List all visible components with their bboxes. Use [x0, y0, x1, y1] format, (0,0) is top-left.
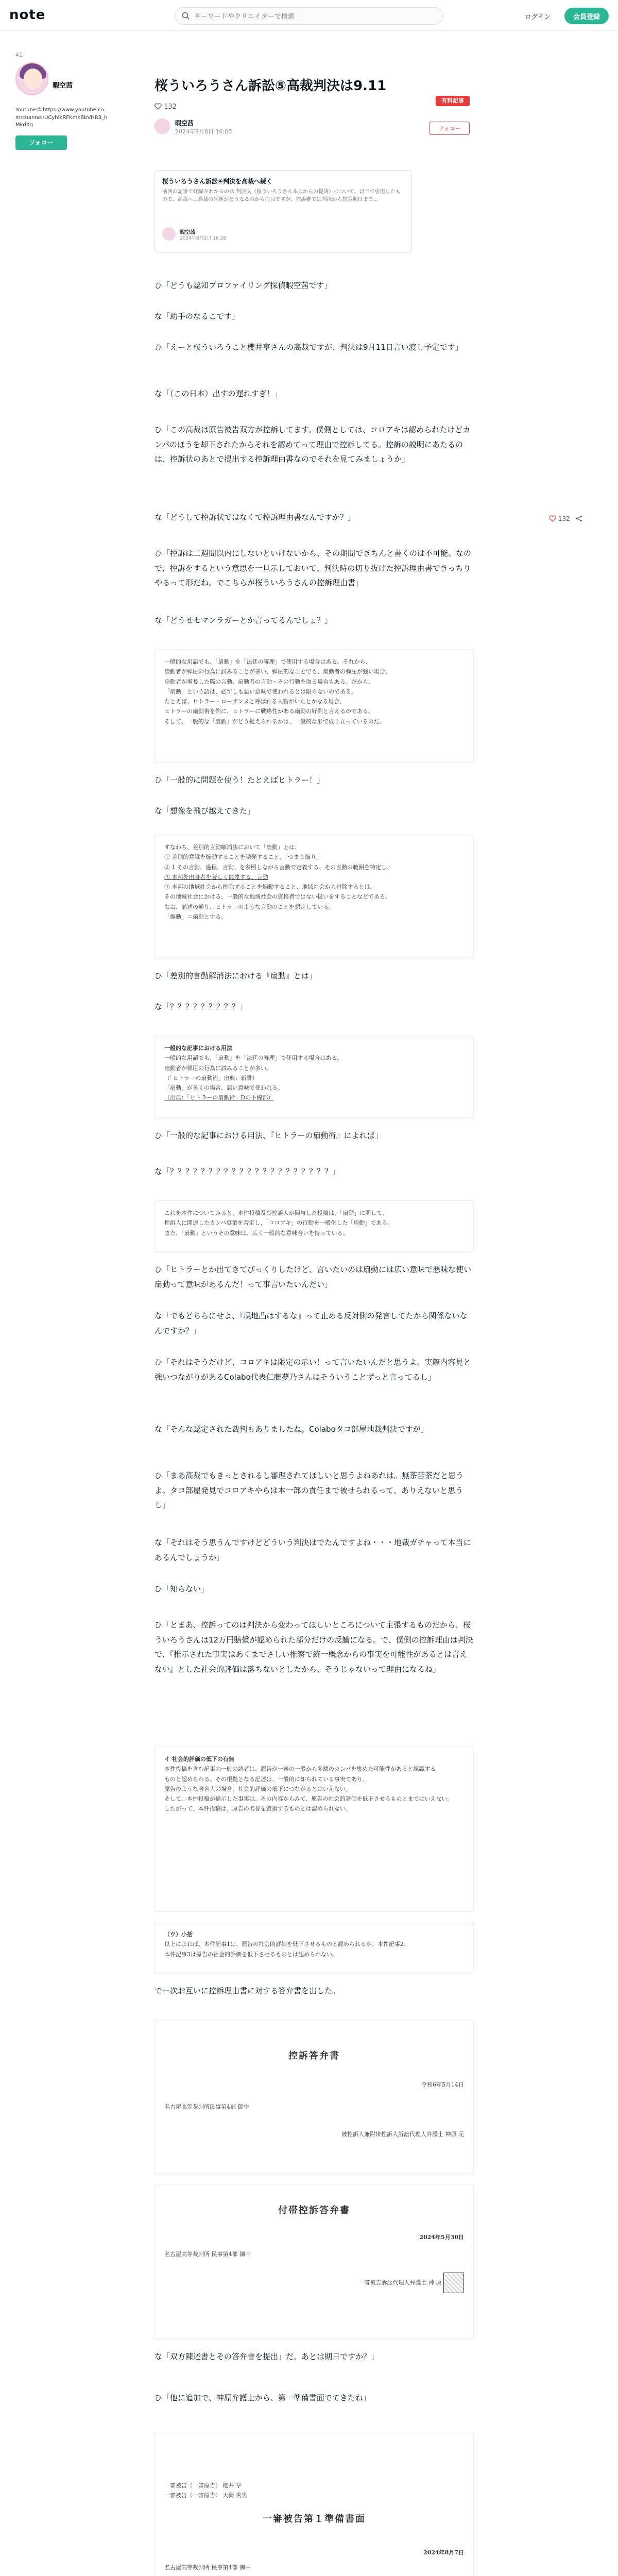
legal-document-answer: [154, 2020, 474, 2174]
quoted-document: [154, 1747, 474, 1911]
embed-title: 桜ういろうさん訴訟④判決を高裁へ続く: [162, 178, 273, 185]
dialogue-line: でー次お互いに控訴理由書に対する答弁書を出した。: [154, 1986, 340, 1995]
follower-count: 41: [15, 52, 23, 58]
embed-author-name: 暇空茜: [180, 230, 195, 235]
dialogue-line: ひ「この高裁は原告被告双方が控訴してます。僕側としては、コロアキは認められたけどカンパのほうを却下されたからそれを認めてって理由で控訴してる。控訴の説明にあたるのは、控訴状のあとで提出する控訴理由書なのでそれを見てみましょうか」: [154, 425, 471, 464]
doc-line: 本件記事3は原告の社会的評価を低下させるものとは認められない。: [164, 1951, 338, 1958]
embed-date: 2024年8月2日 16:28: [180, 236, 227, 241]
doc-line: 扇動者が弾圧の行為に試みることが多い、弾圧的なことでも、扇動者の弾圧が強い場合、: [164, 668, 391, 675]
doc-line: 一般的な用語でも、「扇動」を「法廷の審理」で使用する場合はある。それから、: [164, 658, 371, 665]
quoted-document: [154, 835, 474, 958]
share-icon[interactable]: [575, 515, 582, 522]
doc-line: ④ 本邦の地域社会から排除することを煽動すること、地域社会から排除するとは、: [164, 884, 376, 890]
legal-document-counter: [154, 2184, 474, 2339]
doc-title: 付帯控訴答弁書: [278, 2205, 350, 2216]
doc-line: これを本件についてみると、本件投稿及び控訴人が関与した投稿は、「扇動」に関して、: [164, 1210, 388, 1216]
doc-court: 名古屋高等裁判所 民事第4部 御中: [164, 2564, 251, 2571]
publish-date: 2024年9月8日 16:00: [175, 128, 232, 135]
author-bio: Youtubeは https://www.youtube.com/channel/UCyhIkRFKmkBbVHR3_hMkdXg: [15, 107, 108, 128]
doc-signer: 被控訴人兼附帯控訴人訴訟代理人弁護士 神原 元: [341, 2131, 464, 2138]
doc-date: 2024年5月30日: [419, 2233, 464, 2241]
signup-button[interactable]: 会員登録: [564, 8, 609, 24]
follow-button-small[interactable]: フォロー: [430, 122, 470, 135]
doc-line: そして、一般的な「扇動」がどう捉えられるかは、一般的な形で成り立っているのだ。: [164, 718, 385, 725]
paid-badge: 有料記事: [436, 96, 470, 106]
dialogue-line: ひ「差別的言動解消法における『扇動』とは」: [154, 971, 317, 980]
like-count: 132: [164, 103, 177, 111]
doc-line: 原告のような著名人の場合、社会的評価の低下につながるとはいえない。: [164, 1785, 351, 1792]
doc-line: 「扇動」という語は、必ずしも悪い意味で使われるとは限らないのである。: [164, 688, 357, 695]
avatar-face: [24, 69, 42, 89]
article-title: 桜ういろうさん訴訟⑤高裁判決は9.11: [154, 78, 387, 94]
doc-court: 名古屋高等裁判所民事第4部 御中: [164, 2103, 249, 2110]
dialogue-line: な「（この日本）出すの遅れすぎ！」: [154, 389, 282, 398]
author-name[interactable]: 暇空茜: [53, 82, 73, 90]
quoted-document: [154, 1922, 474, 1973]
doc-line: イ 社会的評価の低下の有無: [164, 1756, 234, 1762]
dialogue-line: ひ「控訴は二週間以内にしないといけないから、その期間できちんと書くのは不可能。なので、控訴をするという意思を一旦示しておいて、判決時の切り抜けた控訴理由書できっちりやるって形だね。でこちらが桜ういろうさんの控訴理由書」: [154, 549, 472, 587]
search-icon: [182, 12, 190, 20]
doc-line: その地域社会における、一般的な地域社会の資格者ではない扱いをすることなどである。: [164, 893, 391, 901]
doc-line: 一般的な記事における用法: [164, 1045, 232, 1052]
doc-line: ヒトラーの扇動術を例に、ヒトラーに戦略性がある扇動の好例と言えるのである。: [164, 708, 374, 715]
search-bar[interactable]: [175, 7, 443, 25]
doc-line: 控訴人に関連したカンパ事業を否定し、「コロアキ」の行動を一般化した「扇動」である。: [164, 1219, 393, 1227]
doc-line: したがって、本件投稿は、原告の名誉を毀損するものとは認められない。: [164, 1805, 351, 1812]
top-header: [0, 0, 618, 31]
dialogue-line: な「それはそう思うんですけどどういう判決はでたんですよね・・・地裁ガチャって本当にあるんでしょうか」: [154, 1538, 471, 1562]
doc-line: ものと認められる。その根拠となる記述は、一般的に知られている事実であり、: [164, 1775, 368, 1783]
dialogue-line: な「助手のなるこです」: [154, 312, 240, 321]
follow-button[interactable]: フォロー: [15, 135, 67, 150]
dialogue-line: ひ「とまあ、控訴ってのは判決から変わってほしいところについて主張するものだから、桜ういろうさんは12万円賠償が認められた部分だけの反論になる。で、僕側の控訴理由は判決で、『推示された事実はあくまでさしい推察で統一概念からの事実を可能性があるとは言えない』とした社会的評価は落ちないとしたから、そうじゃないって理由になるね」: [154, 1620, 473, 1674]
login-button[interactable]: ログイン: [517, 8, 558, 24]
floating-like[interactable]: [549, 515, 582, 522]
heart-icon: [549, 515, 556, 522]
dialogue-line: ひ「それはそうだけど、コロアキは限定の示い！って言いたいんだと思うよ。実際内容見と強いつながりがあるColabo代表仁藤夢乃さんはそういうことずっと言ってるし」: [154, 1358, 471, 1382]
dialogue-line: な「？？？？？？？？？？？？？？？？？？？？？」: [154, 1167, 340, 1176]
doc-party: 一審被告（一審原告） 櫻井 亨: [164, 2482, 242, 2489]
doc-line: 扇動者が増長した際の言動、扇動者の言動・その行動を取る場合もある。だから、: [164, 678, 374, 685]
seal-stamp: [443, 2273, 464, 2293]
embed-avatar: [162, 227, 176, 241]
author-avatar-small[interactable]: [154, 118, 170, 134]
dialogue-line: ひ「一般的に問題を使う！たとえばヒトラー！」: [154, 775, 325, 785]
dialogue-line: ひ「一般的な記事における用法、『ヒトラーの扇動術』によれば」: [154, 1131, 383, 1140]
dialogue-line: な「どうせセマンラガーとか言ってるんでしょ？」: [154, 616, 333, 625]
doc-line: ② 1 その言動、過程、言動、を参照しながら言動で定義する、その言動の範囲を特定し、: [164, 863, 392, 871]
quoted-document: [154, 1200, 474, 1252]
floating-like-count: 132: [558, 515, 570, 522]
dialogue-line: ひ「どうも認知プロファイリング探偵暇空茜です」: [154, 281, 332, 290]
author-name-small[interactable]: 暇空茜: [175, 120, 194, 127]
dialogue-line: な「？？？？？？？？？」: [154, 1002, 248, 1011]
like-count-row[interactable]: [154, 103, 177, 111]
doc-party: 一審被告（一審原告） 大岡 秀男: [164, 2492, 247, 2499]
doc-signer: 一審被告訴訟代理人弁護士 神 原: [358, 2279, 442, 2286]
quoted-document: [154, 1036, 474, 1118]
dialogue-line: な「想像を飛び越えてきた」: [154, 806, 255, 816]
doc-date: 2024年8月7日: [423, 2549, 464, 2556]
dialogue-line: ひ「ヒトラーとか出てきてびっくりしたけど、言いたいのは扇動には広い意味で悪味な使い扇動って意味があるんだ！って事言いたいんだい」: [154, 1265, 472, 1289]
dialogue-line: な「そんな認定された裁判もありましたね。Colaboタコ部屋地裁判決ですが」: [154, 1425, 428, 1434]
doc-line: 扇動者が弾圧の行為に試みることが多い。: [164, 1064, 272, 1072]
embed-description: 前回の記事で経緯がわかるのは 判決文（桜ういろうさん本人からの提訴）について、以下で引用したもので、高裁へ...高裁の判断がどうなるのかも注目ですが、控訴審では判決から控訴期日まで...: [162, 189, 401, 202]
article-author-row: [154, 118, 474, 136]
doc-line: （出典：「ヒトラーの扇動術」Dの下線部）: [164, 1094, 274, 1101]
dialogue-line: ひ「まあ高裁でもきっとされるし審理されてほしいと思うよねあれは。無茶苦茶だと思うよ。タコ部屋発見でコロアキやらは本一部の責任まで被せられるって、ありえないと思うし」: [154, 1471, 464, 1510]
dialogue-line: ひ「えーと桜ういろうこと櫻井亨さんの高裁ですが、判決は9月11日言い渡し予定です」: [154, 343, 463, 352]
embedded-article-card[interactable]: [154, 170, 412, 252]
doc-line: ① 差別的意識を煽動することを誘発すること、「つまり煽り」: [164, 854, 322, 861]
doc-line: そして、本件投稿が摘示した事実は、その内容からみて、原告の社会的評価を低下させるものとまではいえない。: [164, 1795, 453, 1802]
dialogue-line: な「どうして控訴状ではなくて控訴理由書なんですか？」: [154, 513, 356, 522]
doc-line: （「ヒトラーの扇動術」出典：新書）: [164, 1074, 258, 1081]
doc-line: たとえば、ヒトラー・ローザンヌと呼ばれる人物がいたとかなる場合、: [164, 698, 346, 705]
doc-court: 名古屋高等裁判所 民事第4部 御中: [164, 2250, 251, 2258]
doc-title: 控訴答弁書: [288, 2050, 340, 2061]
note-logo[interactable]: note: [9, 7, 46, 23]
doc-line: （ウ）小括: [164, 1931, 193, 1938]
doc-line: 以上によれば、本件記事1は、原告の社会的評価を低下させるものと認められるが、本件記事2、: [164, 1941, 409, 1948]
author-avatar[interactable]: [15, 62, 48, 95]
heart-icon: [154, 103, 162, 110]
dialogue-line: な「でもどちらにせよ、『現地凸はするな』って止める反対側の発言してたから関係ないなんですか？」: [154, 1311, 468, 1335]
dialogue-line: ひ「知らない」: [154, 1584, 209, 1594]
doc-line: 本件投稿を含む記事の一般の読者は、原告が一審の一般から多額のカンパを集めた可能性があると認識する: [164, 1766, 436, 1773]
dialogue-line: ひ「他に追加で、神原弁護士から、第一準備書面でてきたね」: [154, 2393, 371, 2402]
doc-line: すなわち、差別的言動解消法において「扇動」とは、: [164, 844, 300, 851]
doc-title: 一審被告第１準備書面: [263, 2513, 366, 2524]
doc-line: また、「扇動」というその意味は、広く一般的な意味合いを持っている。: [164, 1229, 349, 1236]
author-sidebar: [15, 52, 108, 150]
doc-line: 一般的な用語でも、「扇動」を「法廷の審理」で使用する場合はある。: [164, 1055, 343, 1062]
doc-line: 「扇動」が多くの場合、悪い意味で使われる。: [164, 1084, 283, 1091]
quoted-document: [154, 649, 474, 762]
doc-line: ③ 本邦外出身者を著しく侮蔑する、言動: [164, 873, 268, 880]
search-input[interactable]: [194, 11, 436, 22]
doc-date: 令和6年5月14日: [421, 2081, 464, 2088]
dialogue-line: な「双方陳述書とその答弁書を提出」だ。あとは期日ですか？」: [154, 2352, 379, 2361]
legal-document-brief: [154, 2432, 474, 2576]
doc-line: 「煽動」＝扇動とする。: [164, 913, 227, 920]
doc-line: なお、前述の通り、ヒトラーのような言動のことを想定している。: [164, 903, 334, 910]
